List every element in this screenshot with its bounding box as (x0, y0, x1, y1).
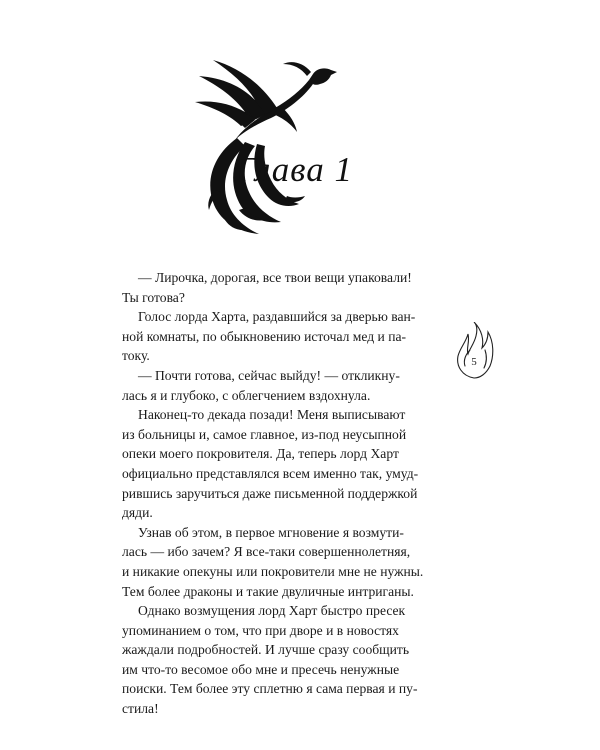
text-line: ной комнаты, по обыкновению источал мед и па- (122, 328, 407, 344)
paragraph (122, 366, 477, 405)
paragraph (122, 523, 477, 601)
text-line: — Почти готова, сейчас выйду! — откликну- (138, 367, 400, 383)
paragraph (122, 405, 477, 523)
paragraph (122, 307, 477, 366)
text-line: официально представлялся всем именно так, умуд- (122, 465, 419, 481)
text-line: жаждали подробностей. И лучше сразу сообщить (122, 642, 410, 658)
text-line: и никакие опекуны или покровители мне не нужны. (122, 563, 424, 579)
text-line: рившись заручиться даже письменной поддержкой (122, 485, 418, 501)
text-line: — Лирочка, дорогая, все твои вещи упаковали! (138, 270, 412, 285)
text-line: дяди. (122, 505, 153, 521)
text-line: Наконец-то декада позади! Меня выписывают (138, 407, 406, 423)
page-number: 5 (471, 356, 477, 368)
text-line: стила! (122, 701, 159, 717)
text-line: из больницы и, самое главное, из-под неусыпной (122, 426, 407, 442)
text-line: току. (122, 348, 150, 364)
paragraph (122, 268, 477, 307)
text-line: поиски. Тем более эту сплетню я сама первая и пу- (122, 681, 418, 697)
text-line: опеки моего покровителя. Да, теперь лорд Харт (122, 446, 399, 462)
text-line: упоминанием о том, что при дворе и в новостях (122, 622, 399, 638)
text-line: лась я и глубоко, с облегчением вздохнула. (122, 387, 371, 403)
flame-icon (454, 322, 494, 382)
text-line: Ты готова? (122, 289, 185, 305)
text-line: Однако возмущения лорд Харт быстро пресек (138, 603, 406, 619)
text-line: Узнав об этом, в первое мгновение я возмути- (138, 524, 404, 540)
text-line: Голос лорда Харта, раздавшийся за дверью ван- (138, 309, 416, 325)
paragraph (122, 601, 477, 719)
text-line: им что-то весомое обо мне и пресечь ненужные (122, 661, 400, 677)
chapter-title: Глава 1 (236, 150, 353, 189)
phoenix-icon (185, 50, 345, 240)
chapter-body (122, 268, 477, 719)
text-line: лась — ибо зачем? Я все-таки совершеннолетняя, (122, 544, 411, 560)
text-line: Тем более драконы и такие двуличные интриганы. (122, 583, 414, 599)
